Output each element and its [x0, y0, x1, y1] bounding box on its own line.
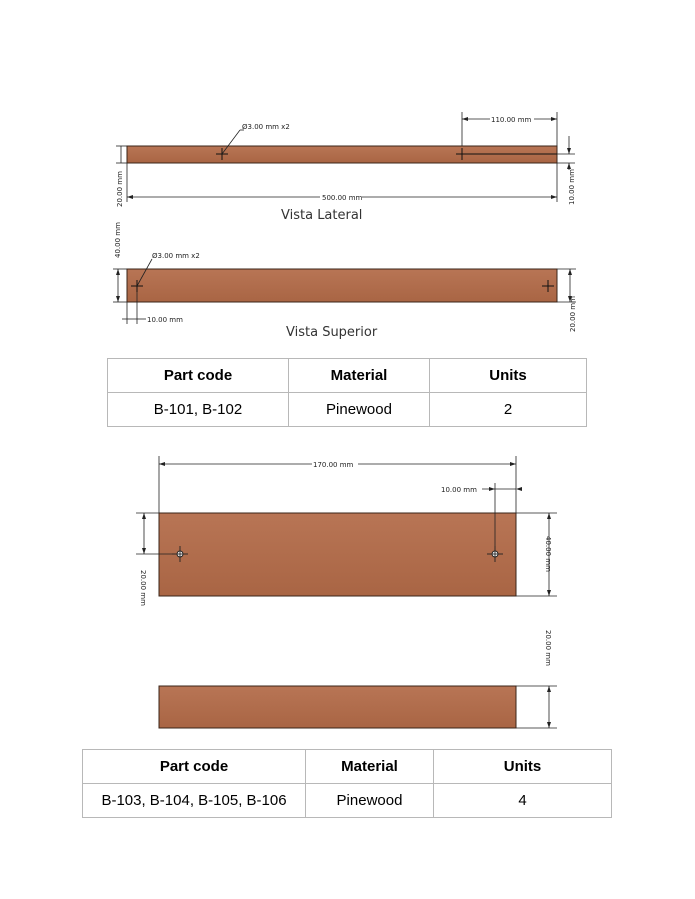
- header-part-code: Part code: [108, 359, 289, 393]
- right-height-dimension: 10.00 mm: [568, 169, 576, 205]
- cell-units: 2: [430, 393, 587, 427]
- left-width-dimension: 40.00 mm: [114, 222, 122, 258]
- header-units: Units: [434, 750, 612, 784]
- cell-part-code: B-103, B-104, B-105, B-106: [83, 784, 306, 818]
- thickness-dimension: 20.00 mm: [544, 630, 552, 666]
- block-side: [159, 686, 516, 728]
- edge-offset-dimension: 10.00 mm: [441, 486, 477, 494]
- view-caption: Vista Superior: [286, 325, 378, 340]
- hole-note: Ø3.00 mm x2: [242, 123, 290, 131]
- hole-position-dimension: 20.00 mm: [139, 570, 147, 606]
- header-part-code: Part code: [83, 750, 306, 784]
- header-material: Material: [306, 750, 434, 784]
- parts-table-2: [82, 749, 612, 818]
- table-row: [83, 784, 612, 818]
- hole-offset-dimension: 110.00 mm: [491, 116, 532, 124]
- edge-offset-dimension: 10.00 mm: [147, 316, 183, 324]
- length-dimension: 170.00 mm: [313, 461, 354, 469]
- plank-top: [127, 269, 557, 302]
- part2-top-view: [136, 456, 557, 606]
- width-dimension: 40.00 mm: [544, 536, 552, 572]
- left-height-dimension: 20.00 mm: [116, 171, 124, 207]
- length-dimension: 500.00 mm: [322, 194, 363, 202]
- right-width-dimension: 20.00 mm: [569, 296, 577, 332]
- header-units: Units: [430, 359, 587, 393]
- cell-part-code: B-101, B-102: [108, 393, 289, 427]
- part1-side-view: [116, 112, 576, 223]
- parts-table-1: [107, 358, 587, 427]
- table-row: [108, 393, 587, 427]
- table-header-row: [83, 750, 612, 784]
- block-top: [159, 513, 516, 596]
- part2-side-view: [159, 630, 557, 728]
- cell-units: 4: [434, 784, 612, 818]
- table-header-row: [108, 359, 587, 393]
- cell-material: Pinewood: [306, 784, 434, 818]
- hole-note: Ø3.00 mm x2: [152, 252, 200, 260]
- header-material: Material: [289, 359, 430, 393]
- part1-top-view: [113, 222, 577, 340]
- view-caption: Vista Lateral: [281, 208, 363, 223]
- cell-material: Pinewood: [289, 393, 430, 427]
